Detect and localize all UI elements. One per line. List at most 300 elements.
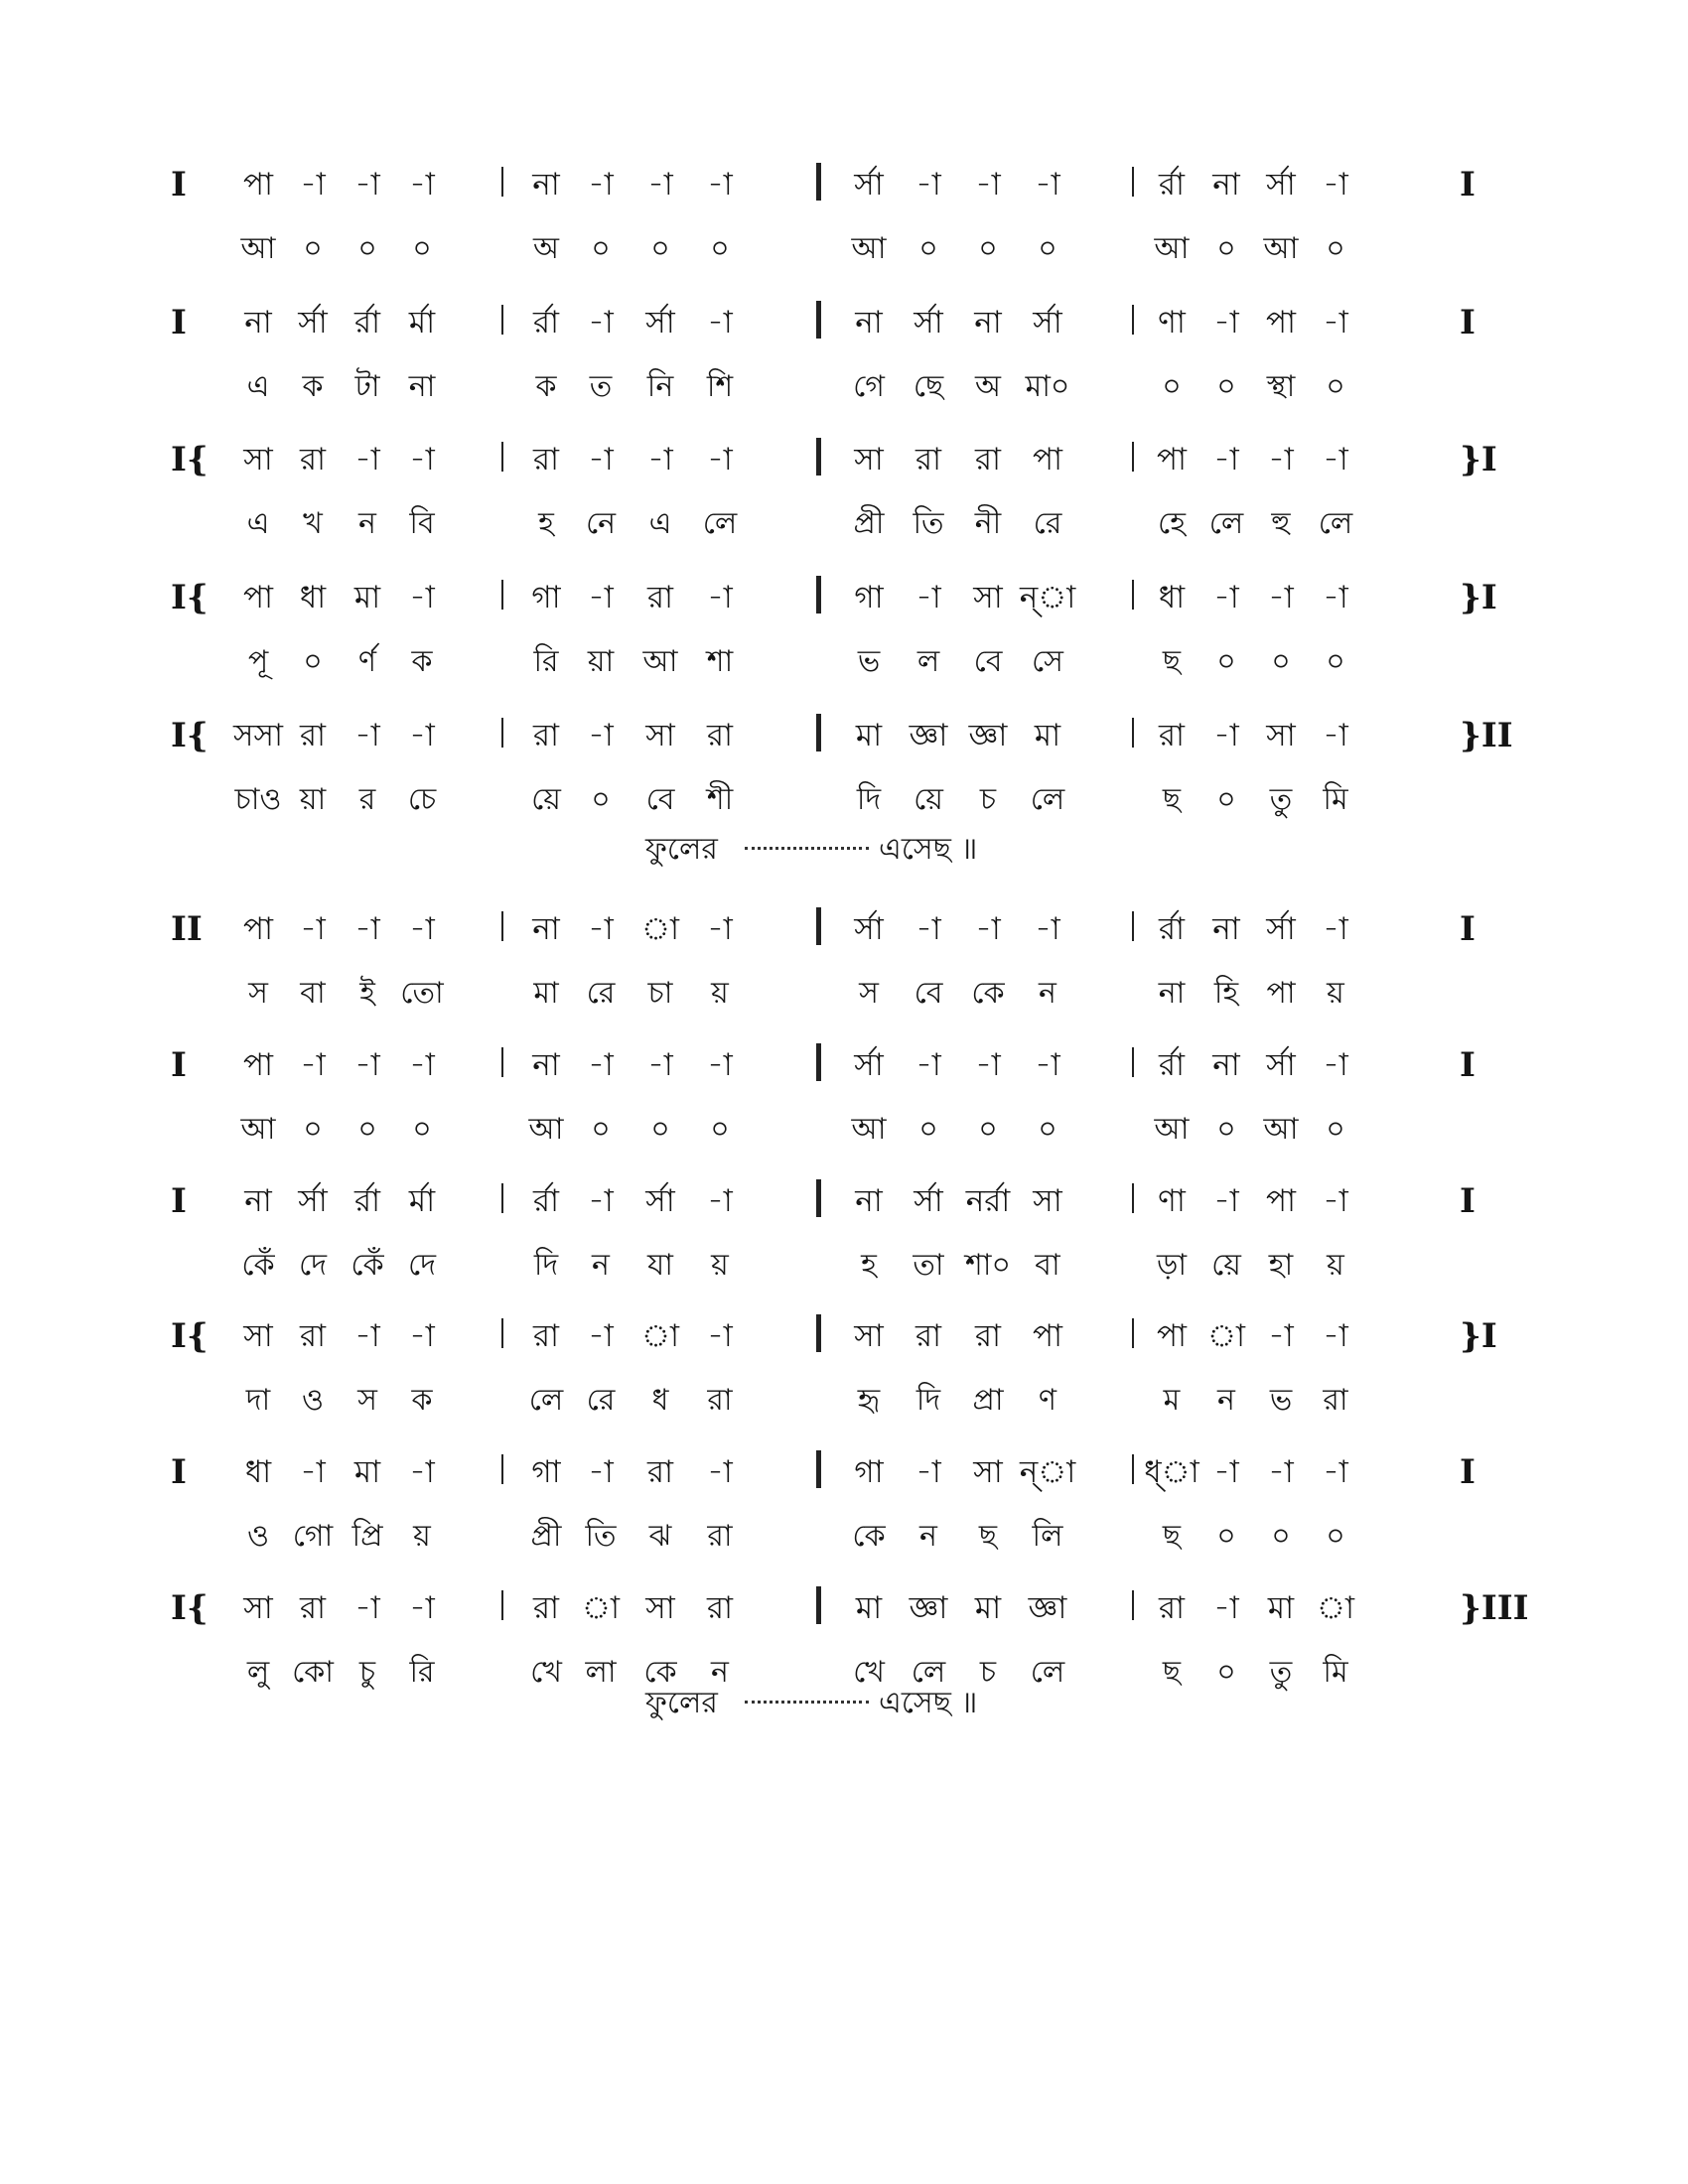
note: রা — [706, 1590, 734, 1626]
division-bar — [816, 1586, 821, 1624]
beat-bar — [1132, 305, 1134, 335]
lyric-syllable: আ — [1263, 1112, 1299, 1147]
note: ধ্া — [1144, 1454, 1199, 1490]
refrain-line — [0, 820, 1688, 880]
lyric-syllable: আ — [240, 1112, 276, 1147]
lyric-syllable: নে — [585, 506, 617, 541]
row-end-mark: }I — [1460, 1316, 1497, 1356]
lyric-syllable: দি — [533, 1248, 559, 1283]
note: -া — [588, 1318, 614, 1354]
lyric-syllable: বা — [1035, 1248, 1060, 1283]
note: না — [974, 305, 1002, 341]
note: মা — [353, 1454, 381, 1490]
beat-bar — [501, 305, 503, 335]
note: -া — [588, 1047, 614, 1083]
refrain-start-word: ফুলের — [645, 832, 718, 867]
note: -া — [707, 1047, 733, 1083]
notation-row — [0, 1035, 1688, 1095]
note: -া — [707, 442, 733, 478]
row-end-mark: }III — [1460, 1588, 1529, 1628]
lyric-syllable: ছে — [913, 369, 944, 404]
note: -া — [1213, 1454, 1239, 1490]
refrain-dots — [745, 847, 869, 850]
lyric-syllable: দে — [408, 1248, 436, 1283]
beat-bar — [1132, 167, 1134, 197]
lyric-syllable: আ — [528, 1112, 564, 1147]
note: পা — [242, 1047, 274, 1083]
row-start-mark: II — [171, 909, 203, 949]
note: না — [1212, 911, 1240, 947]
lyric-syllable: য়া — [587, 644, 615, 679]
lyric-syllable: হে — [1158, 506, 1186, 541]
refrain-line — [0, 1674, 1688, 1733]
lyric-syllable: চাও — [234, 782, 282, 817]
lyric-syllable: ন — [1217, 1383, 1235, 1418]
lyric-syllable: অ — [975, 369, 1001, 404]
note: গা — [854, 580, 884, 615]
lyric-syllable: মা — [533, 976, 559, 1011]
row-end-mark: I — [1460, 1181, 1476, 1221]
lyric-syllable: রা — [1323, 1383, 1348, 1418]
lyric-syllable: চ — [979, 1655, 997, 1690]
row-start-mark: I — [171, 303, 187, 342]
refrain-end-word: এসেছ ॥ — [879, 832, 978, 867]
notation-row — [0, 430, 1688, 489]
lyric-syllable: নী — [974, 506, 1002, 541]
note: র্রা — [353, 305, 381, 341]
note: -া — [409, 718, 435, 753]
lyric-syllable: বে — [914, 976, 943, 1011]
row-end-mark: I — [1460, 165, 1476, 205]
note: মা — [855, 718, 883, 753]
beat-bar — [501, 167, 503, 197]
lyric-syllable: র — [358, 782, 376, 817]
note: ধা — [244, 1454, 272, 1490]
lyric-syllable: য়ে — [531, 782, 561, 817]
lyric-syllable: কো — [292, 1655, 334, 1690]
notation-row — [0, 1578, 1688, 1638]
note: -া — [1213, 580, 1239, 615]
notation-row — [0, 1171, 1688, 1231]
note: মা — [1034, 718, 1061, 753]
beat-bar — [1132, 580, 1134, 610]
note: জ্ঞা — [968, 718, 1008, 753]
note: পা — [1032, 1318, 1063, 1354]
beat-bar — [501, 442, 503, 472]
lyric-syllable: ০ — [1326, 644, 1345, 679]
note: র্সা — [298, 1183, 328, 1219]
lyric-syllable: চু — [358, 1655, 376, 1690]
lyric-syllable: পূ — [247, 644, 269, 679]
note: -া — [588, 1183, 614, 1219]
lyric-syllable: হ — [538, 506, 554, 541]
division-bar — [816, 1450, 821, 1488]
notation-row — [0, 155, 1688, 214]
note: রা — [532, 1590, 560, 1626]
lyric-syllable: ০ — [710, 1112, 730, 1147]
note: রা — [1158, 718, 1186, 753]
lyric-syllable: ০ — [1216, 231, 1236, 266]
note: পা — [242, 911, 274, 947]
note: র্মা — [408, 305, 436, 341]
note: -া — [707, 1183, 733, 1219]
note: র্রা — [353, 1183, 381, 1219]
lyric-syllable: ০ — [1216, 369, 1236, 404]
note: সা — [854, 442, 884, 478]
lyric-syllable: হ — [861, 1248, 877, 1283]
lyric-syllable: ছ — [978, 1519, 998, 1554]
lyric-syllable: আ — [1263, 231, 1299, 266]
note: -া — [915, 1047, 941, 1083]
lyric-syllable: ০ — [650, 231, 670, 266]
lyric-syllable: খে — [853, 1655, 885, 1690]
lyric-syllable: ০ — [1271, 644, 1291, 679]
note: -া — [915, 580, 941, 615]
lyric-syllable: দে — [299, 1248, 327, 1283]
note: -া — [647, 1047, 673, 1083]
note: সা — [645, 1590, 675, 1626]
lyric-syllable: রে — [1033, 506, 1062, 541]
lyric-syllable: হৃ — [857, 1383, 881, 1418]
note: -া — [707, 1454, 733, 1490]
note: া — [1206, 1318, 1246, 1354]
note: -া — [1035, 167, 1060, 203]
lyric-syllable: ক — [411, 644, 433, 679]
lyric-syllable: ন — [1039, 976, 1056, 1011]
note: র্সা — [854, 911, 884, 947]
lyric-syllable: সে — [1032, 644, 1063, 679]
note: -া — [1323, 167, 1348, 203]
lyric-syllable: প্রা — [972, 1383, 1004, 1418]
note: রা — [646, 1454, 674, 1490]
note: -া — [588, 167, 614, 203]
lyric-syllable: বে — [973, 644, 1003, 679]
lyric-syllable: ০ — [591, 231, 611, 266]
row-end-mark: }I — [1460, 440, 1497, 479]
note: -া — [409, 1454, 435, 1490]
row-start-mark: I{ — [171, 716, 209, 755]
notation-row — [0, 568, 1688, 627]
lyric-syllable: রি — [409, 1655, 435, 1690]
beat-bar — [1132, 1047, 1134, 1077]
lyric-syllable: লে — [1030, 1655, 1065, 1690]
division-bar — [816, 438, 821, 476]
note: া — [581, 1590, 621, 1626]
note: গা — [854, 1454, 884, 1490]
lyric-syllable: খে — [530, 1655, 562, 1690]
note: -া — [1268, 1318, 1294, 1354]
lyric-syllable: চা — [647, 976, 673, 1011]
lyric-syllable: আ — [1154, 231, 1190, 266]
row-start-mark: I — [171, 1045, 187, 1085]
lyric-syllable: লা — [585, 1655, 617, 1690]
note: না — [244, 1183, 272, 1219]
note: রা — [299, 1590, 327, 1626]
note: -া — [975, 167, 1001, 203]
note: া — [640, 1318, 680, 1354]
row-start-mark: I{ — [171, 1588, 209, 1628]
note: র্সা — [298, 305, 328, 341]
lyric-syllable: ন — [711, 1655, 729, 1690]
lyric-syllable: ছ — [1162, 782, 1182, 817]
beat-bar — [501, 1590, 503, 1620]
note: -া — [1268, 1454, 1294, 1490]
note: ধা — [1158, 580, 1186, 615]
note: সা — [243, 442, 273, 478]
row-end-mark: }I — [1460, 578, 1497, 617]
division-bar — [816, 1314, 821, 1352]
note: -া — [409, 1318, 435, 1354]
note: ন্া — [1019, 1454, 1076, 1490]
note: র্রা — [1158, 1047, 1186, 1083]
note: -া — [409, 1590, 435, 1626]
note: -া — [354, 1590, 380, 1626]
note: -া — [409, 580, 435, 615]
lyric-syllable: তি — [585, 1519, 617, 1554]
note: -া — [1213, 1590, 1239, 1626]
lyric-syllable: শি — [706, 369, 734, 404]
lyric-syllable: ভ — [857, 644, 881, 679]
note: র্সা — [854, 167, 884, 203]
note: -া — [354, 167, 380, 203]
lyric-syllable: হা — [1268, 1248, 1294, 1283]
lyric-syllable: ভ — [1269, 1383, 1293, 1418]
lyric-syllable: শা০ — [965, 1248, 1011, 1283]
beat-bar — [501, 911, 503, 941]
note: না — [532, 911, 560, 947]
lyric-syllable: ণ — [1038, 1383, 1057, 1418]
row-end-mark: I — [1460, 909, 1476, 949]
lyric-syllable: হি — [1213, 976, 1239, 1011]
lyric-syllable: ০ — [710, 231, 730, 266]
division-bar — [816, 163, 821, 201]
note: রা — [974, 1318, 1002, 1354]
note: না — [1212, 167, 1240, 203]
lyric-syllable: ম — [1163, 1383, 1181, 1418]
note: নর্রা — [965, 1183, 1011, 1219]
note: না — [855, 1183, 883, 1219]
lyric-syllable: যা — [647, 1248, 673, 1283]
note: সা — [645, 718, 675, 753]
lyric-syllable: ০ — [1326, 231, 1345, 266]
note: সা — [854, 1318, 884, 1354]
lyric-syllable: ০ — [303, 231, 323, 266]
lyric-syllable: ০ — [1216, 1519, 1236, 1554]
note: সসা — [233, 718, 283, 753]
note: -া — [1323, 305, 1348, 341]
lyric-syllable: আ — [642, 644, 678, 679]
note: ণা — [1158, 305, 1186, 341]
note: -া — [707, 305, 733, 341]
note: রা — [532, 442, 560, 478]
note: ধা — [299, 580, 327, 615]
lyric-syllable: ল — [916, 644, 940, 679]
note: সা — [973, 1454, 1003, 1490]
note: -া — [1323, 718, 1348, 753]
lyric-syllable: তি — [913, 506, 944, 541]
lyric-syllable: তু — [1269, 1655, 1293, 1690]
beat-bar — [1132, 1318, 1134, 1348]
note: মা — [855, 1590, 883, 1626]
note: -া — [300, 1047, 326, 1083]
note: -া — [1268, 580, 1294, 615]
lyrics-row — [0, 1371, 1688, 1431]
note: র্সা — [914, 1183, 943, 1219]
note: -া — [588, 580, 614, 615]
notation-row — [0, 899, 1688, 959]
note: পা — [1156, 1318, 1188, 1354]
lyric-syllable: ন — [919, 1519, 937, 1554]
lyric-syllable: ছ — [1162, 644, 1182, 679]
beat-bar — [501, 1318, 503, 1348]
lyric-syllable: ও — [246, 1519, 270, 1554]
row-start-mark: I{ — [171, 1316, 209, 1356]
lyric-syllable: কেঁ — [241, 1248, 275, 1283]
lyrics-row — [0, 219, 1688, 279]
lyric-syllable: য়া — [299, 782, 327, 817]
note: র্মা — [408, 1183, 436, 1219]
row-start-mark: I — [171, 1452, 187, 1492]
refrain-dots — [745, 1701, 869, 1704]
lyric-syllable: য় — [1327, 1248, 1344, 1283]
note: সা — [1033, 1183, 1062, 1219]
lyric-syllable: ০ — [918, 231, 938, 266]
note: া — [1316, 1590, 1355, 1626]
row-start-mark: I{ — [171, 440, 209, 479]
lyric-syllable: তা — [913, 1248, 944, 1283]
lyric-syllable: লে — [1208, 506, 1244, 541]
note: -া — [588, 305, 614, 341]
beat-bar — [1132, 442, 1134, 472]
note: -া — [1213, 305, 1239, 341]
note: পা — [1265, 1183, 1297, 1219]
lyric-syllable: মি — [1323, 782, 1348, 817]
note: রা — [299, 718, 327, 753]
division-bar — [816, 1179, 821, 1217]
lyric-syllable: ই — [359, 976, 375, 1011]
division-bar — [816, 907, 821, 945]
lyric-syllable: রা — [707, 1383, 733, 1418]
lyric-syllable: স — [357, 1383, 377, 1418]
note: জ্ঞা — [1028, 1590, 1067, 1626]
note: -া — [1323, 911, 1348, 947]
lyric-syllable: ০ — [1271, 1519, 1291, 1554]
lyric-syllable: লে — [1318, 506, 1353, 541]
note: -া — [354, 718, 380, 753]
note: -া — [588, 718, 614, 753]
lyric-syllable: ছ — [1162, 1519, 1182, 1554]
lyric-syllable: লে — [702, 506, 738, 541]
division-bar — [816, 714, 821, 751]
note: -া — [354, 442, 380, 478]
lyric-syllable: রা — [707, 1519, 733, 1554]
lyric-syllable: হু — [1271, 506, 1291, 541]
lyric-syllable: না — [408, 369, 436, 404]
notation-row — [0, 706, 1688, 765]
note: র্রা — [532, 1183, 560, 1219]
note: রা — [532, 718, 560, 753]
note: পা — [1032, 442, 1063, 478]
note: ন্া — [1019, 580, 1076, 615]
row-start-mark: I — [171, 1181, 187, 1221]
lyric-syllable: ০ — [1326, 369, 1345, 404]
note: না — [244, 305, 272, 341]
lyric-syllable: য় — [711, 976, 729, 1011]
note: মা — [974, 1590, 1002, 1626]
lyric-syllable: ০ — [591, 1112, 611, 1147]
note: র্রা — [1158, 167, 1186, 203]
division-bar — [816, 301, 821, 339]
lyric-syllable: ০ — [1326, 1112, 1345, 1147]
note: -া — [1323, 580, 1348, 615]
lyric-syllable: ০ — [1038, 231, 1057, 266]
lyric-syllable: আ — [1154, 1112, 1190, 1147]
lyric-syllable: অ — [533, 231, 559, 266]
lyric-syllable: স — [248, 976, 268, 1011]
lyric-syllable: চে — [407, 782, 437, 817]
note: -া — [915, 1454, 941, 1490]
note: র্সা — [645, 1183, 675, 1219]
note: -া — [1323, 1454, 1348, 1490]
lyric-syllable: দি — [856, 782, 882, 817]
lyric-syllable: ন — [358, 506, 376, 541]
lyrics-row — [0, 494, 1688, 554]
note: না — [855, 305, 883, 341]
note: রা — [532, 1318, 560, 1354]
lyric-syllable: শা — [706, 644, 734, 679]
lyric-syllable: ০ — [978, 231, 998, 266]
lyric-syllable: প্রি — [352, 1519, 383, 1554]
lyric-syllable: ০ — [1216, 644, 1236, 679]
lyric-syllable: য় — [711, 1248, 729, 1283]
note: -া — [300, 911, 326, 947]
note: -া — [1323, 1183, 1348, 1219]
lyrics-row — [0, 964, 1688, 1024]
lyric-syllable: ০ — [1216, 1112, 1236, 1147]
note: ণা — [1158, 1183, 1186, 1219]
note: -া — [1213, 1183, 1239, 1219]
note: -া — [707, 167, 733, 203]
lyric-syllable: কেঁ — [351, 1248, 384, 1283]
lyric-syllable: লে — [911, 1655, 946, 1690]
note: র্সা — [1033, 305, 1062, 341]
note: সা — [1266, 718, 1296, 753]
note: পা — [242, 167, 274, 203]
note: গা — [531, 1454, 561, 1490]
division-bar — [816, 576, 821, 614]
beat-bar — [501, 1454, 503, 1484]
note: -া — [300, 1454, 326, 1490]
note: র্সা — [1266, 1047, 1296, 1083]
note: -া — [354, 911, 380, 947]
beat-bar — [1132, 1183, 1134, 1213]
lyric-syllable: ০ — [978, 1112, 998, 1147]
note: -া — [1268, 442, 1294, 478]
note: রা — [974, 442, 1002, 478]
lyric-syllable: রি — [533, 644, 559, 679]
note: -া — [1035, 911, 1060, 947]
note: -া — [975, 1047, 1001, 1083]
lyric-syllable: ০ — [650, 1112, 670, 1147]
lyric-syllable: স্থা — [1266, 369, 1296, 404]
lyric-syllable: ০ — [1038, 1112, 1057, 1147]
lyric-syllable: ও — [301, 1383, 325, 1418]
note: রা — [706, 718, 734, 753]
lyric-syllable: ০ — [591, 782, 611, 817]
note: -া — [588, 442, 614, 478]
lyric-syllable: ধ — [651, 1383, 669, 1418]
notation-row — [0, 1442, 1688, 1502]
